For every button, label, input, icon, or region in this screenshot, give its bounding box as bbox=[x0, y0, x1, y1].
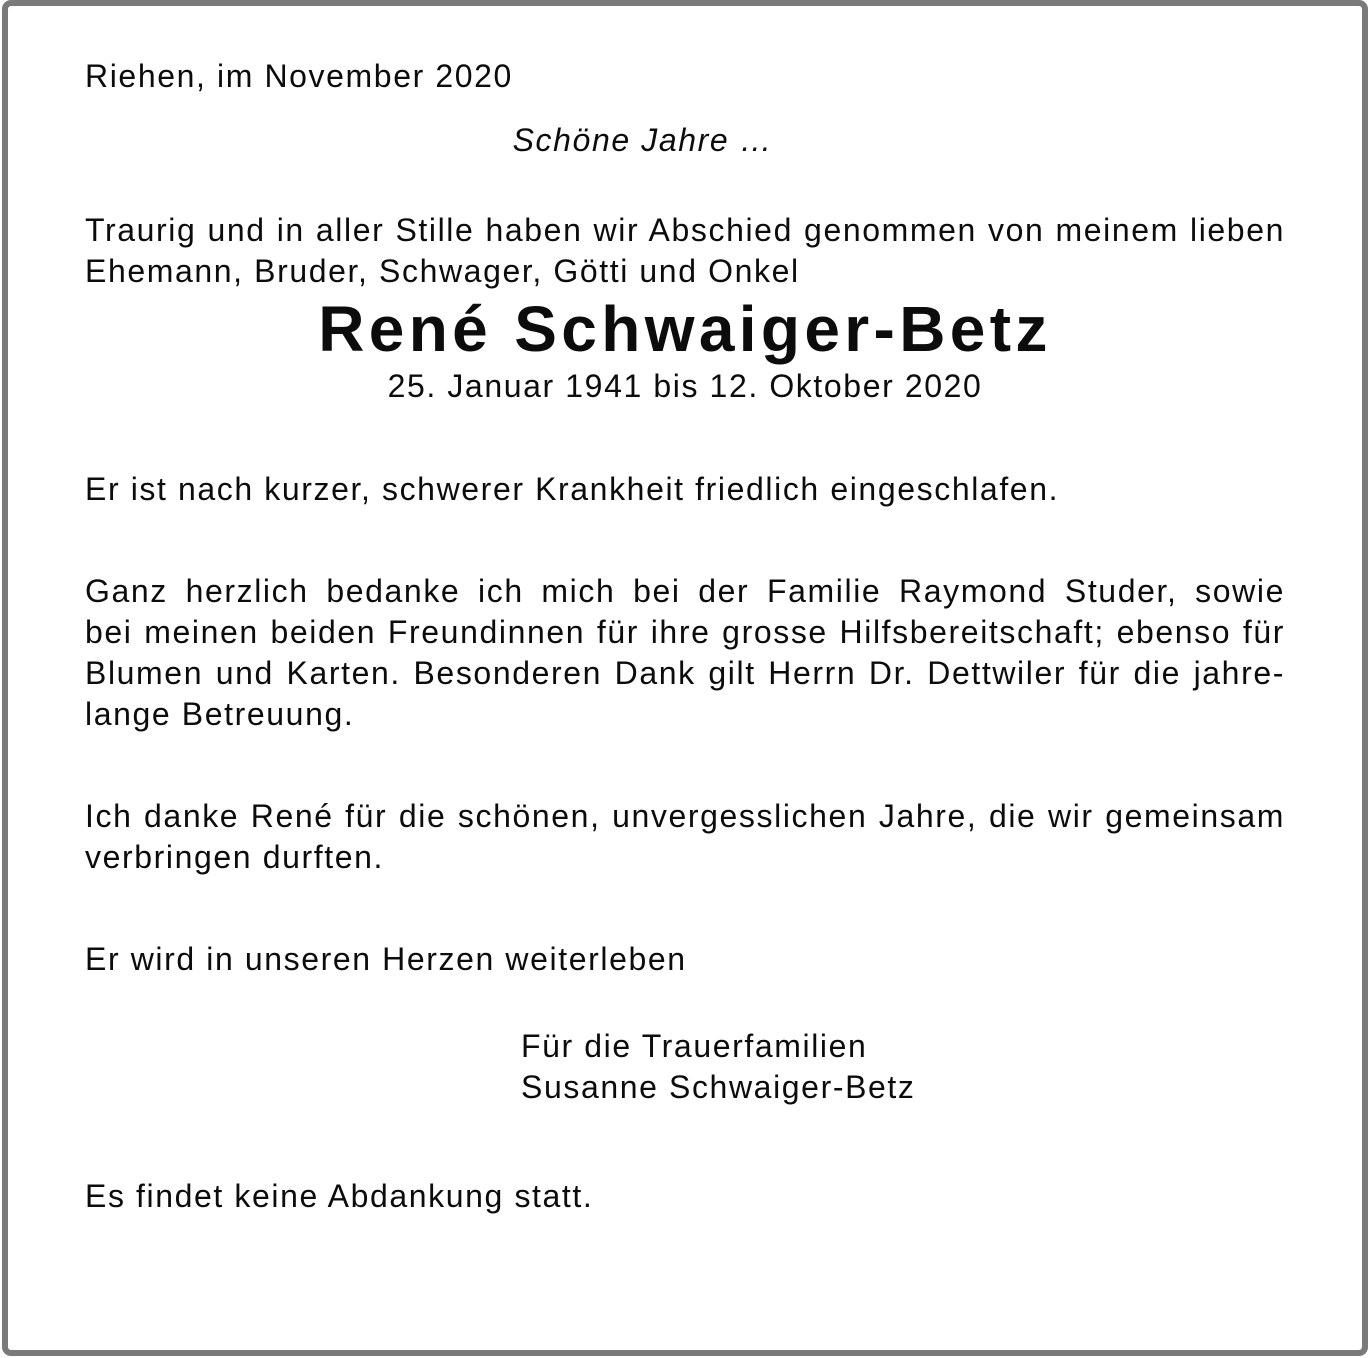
signature-role-line: Für die Trauerfamilien bbox=[521, 1028, 868, 1064]
death-note: Er ist nach kurzer, schwerer Krankheit friedlich eingeschlafen. bbox=[85, 471, 1060, 507]
life-dates: 25. Januar 1941 bis 12. Oktober 2020 bbox=[387, 368, 983, 404]
memory-line: Er wird in unseren Herzen weiterleben bbox=[85, 941, 687, 977]
thanks-line: lange Betreuung. bbox=[85, 696, 355, 732]
closing-note: Es findet keine Abdankung statt. bbox=[85, 1178, 594, 1214]
deceased-name: René Schwaiger-Betz bbox=[318, 293, 1052, 365]
intro-paragraph bbox=[85, 210, 1285, 292]
signature-name-line: Susanne Schwaiger-Betz bbox=[521, 1069, 916, 1105]
thanks-paragraph bbox=[85, 571, 1285, 735]
motto-line: Schöne Jahre … bbox=[512, 122, 774, 158]
intro-line: Ehemann, Bruder, Schwager, Götti und Onkel bbox=[85, 253, 800, 289]
thanks-line: Ganz herzlich bedanke ich mich bei der Familie Raymond Studer, sowie bbox=[85, 573, 1285, 609]
thanks-line: Blumen und Karten. Besonderen Dank gilt Herrn Dr. Dettwiler für die jahre- bbox=[85, 655, 1285, 691]
thanks-line: bei meinen beiden Freundinnen für ihre grosse Hilfsbereitschaft; ebenso für bbox=[85, 614, 1285, 650]
gratitude-paragraph bbox=[85, 796, 1285, 878]
dateline: Riehen, im November 2020 bbox=[85, 58, 513, 94]
signature-block bbox=[85, 1026, 1285, 1108]
intro-line: Traurig und in aller Stille haben wir Abschied genommen von meinem lieben bbox=[85, 212, 1285, 248]
gratitude-line: verbringen durften. bbox=[85, 839, 385, 875]
obituary-notice bbox=[2, 0, 1368, 1356]
gratitude-line: Ich danke René für die schönen, unvergesslichen Jahre, die wir gemeinsam bbox=[85, 798, 1285, 834]
